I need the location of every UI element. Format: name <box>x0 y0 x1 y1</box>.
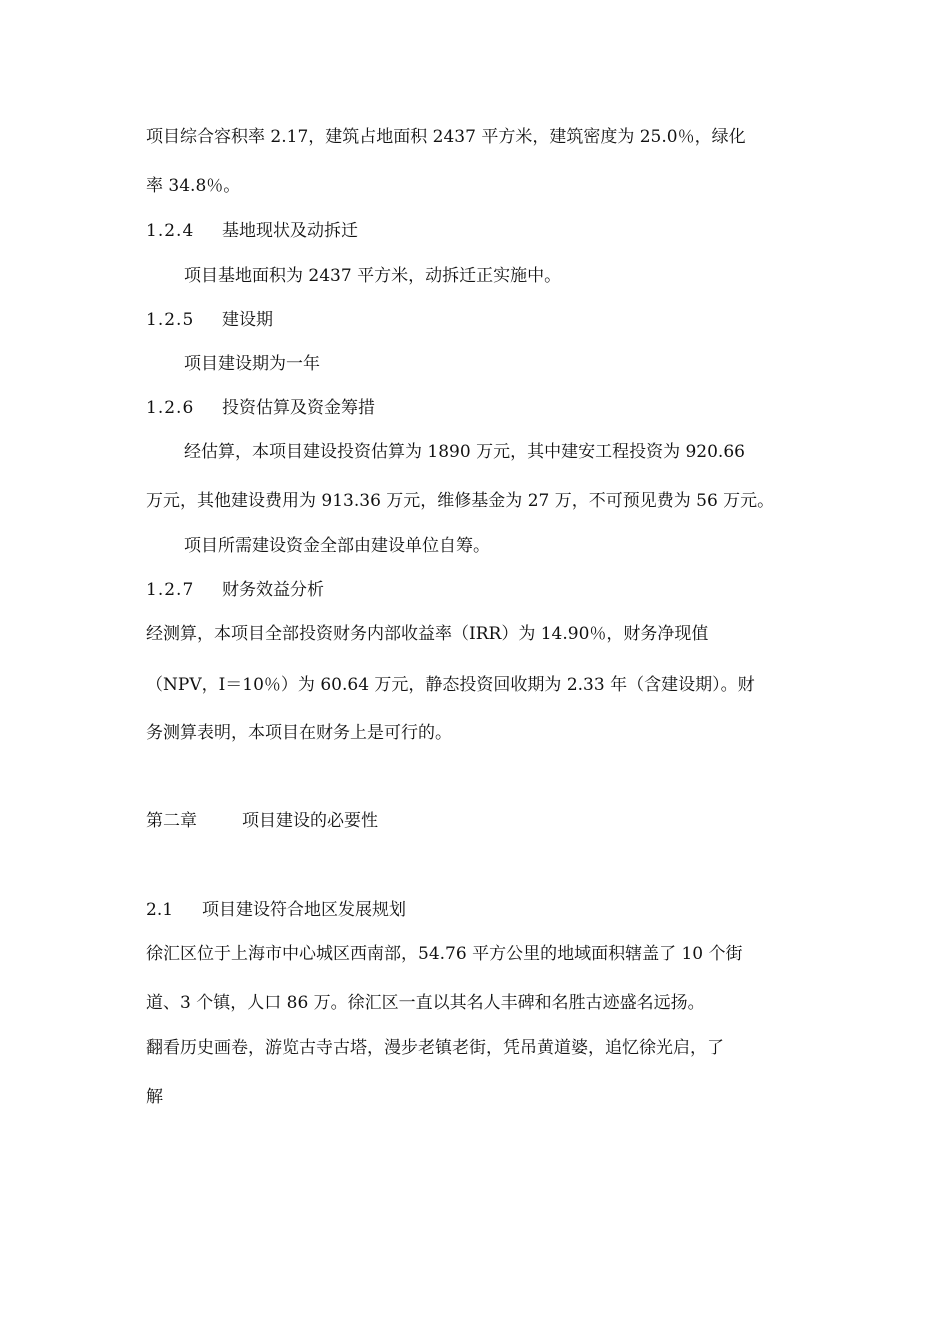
paragraph-line: 经估算，本项目建设投资估算为 1890 万元，其中建安工程投资为 920.66 <box>184 442 745 462</box>
paragraph-line: 万元，其他建设费用为 913.36 万元，维修基金为 27 万，不可预见费为 56 万元。 <box>146 491 775 511</box>
section-number: 1.2.5 <box>146 310 195 330</box>
paragraph-line: 项目所需建设资金全部由建设单位自筹。 <box>184 536 490 556</box>
chapter-heading <box>146 809 378 833</box>
section-heading-1-2-6 <box>146 396 375 420</box>
paragraph-line: 项目综合容积率 2.17，建筑占地面积 2437 平方米，建筑密度为 25.0％，绿化 <box>146 127 746 147</box>
section-heading-1-2-5 <box>146 308 273 332</box>
section-title: 投资估算及资金筹措 <box>222 398 375 418</box>
paragraph-line: 项目基地面积为 2437 平方米，动拆迁正实施中。 <box>184 266 562 286</box>
section-title: 财务效益分析 <box>222 580 324 600</box>
paragraph-line: 经测算，本项目全部投资财务内部收益率（IRR）为 14.90％，财务净现值 <box>146 624 709 644</box>
section-number: 1.2.6 <box>146 398 195 418</box>
section-heading-2-1 <box>146 898 406 922</box>
paragraph-line: 项目建设期为一年 <box>184 354 320 374</box>
section-number: 2.1 <box>146 900 174 920</box>
section-title: 项目建设符合地区发展规划 <box>202 900 406 920</box>
paragraph-line: 徐汇区位于上海市中心城区西南部，54.76 平方公里的地域面积辖盖了 10 个街 <box>146 944 743 964</box>
chapter-title: 项目建设的必要性 <box>242 811 378 831</box>
section-number: 1.2.7 <box>146 580 195 600</box>
chapter-number: 第二章 <box>146 811 197 831</box>
paragraph-line: （NPV，I＝10％）为 60.64 万元，静态投资回收期为 2.33 年（含建设期）。财 <box>146 675 755 695</box>
paragraph-line: 解 <box>146 1087 163 1107</box>
section-heading-1-2-7 <box>146 578 324 602</box>
paragraph-line: 率 34.8％。 <box>146 176 241 196</box>
section-number: 1.2.4 <box>146 221 195 241</box>
section-heading-1-2-4 <box>146 219 358 243</box>
paragraph-line: 务测算表明，本项目在财务上是可行的。 <box>146 723 452 743</box>
paragraph-line: 翻看历史画卷，游览古寺古塔，漫步老镇老街，凭吊黄道婆，追忆徐光启，了 <box>146 1038 724 1058</box>
section-title: 基地现状及动拆迁 <box>222 221 358 241</box>
paragraph-line: 道、3 个镇，人口 86 万。徐汇区一直以其名人丰碑和名胜古迹盛名远扬。 <box>146 993 705 1013</box>
section-title: 建设期 <box>222 310 273 330</box>
